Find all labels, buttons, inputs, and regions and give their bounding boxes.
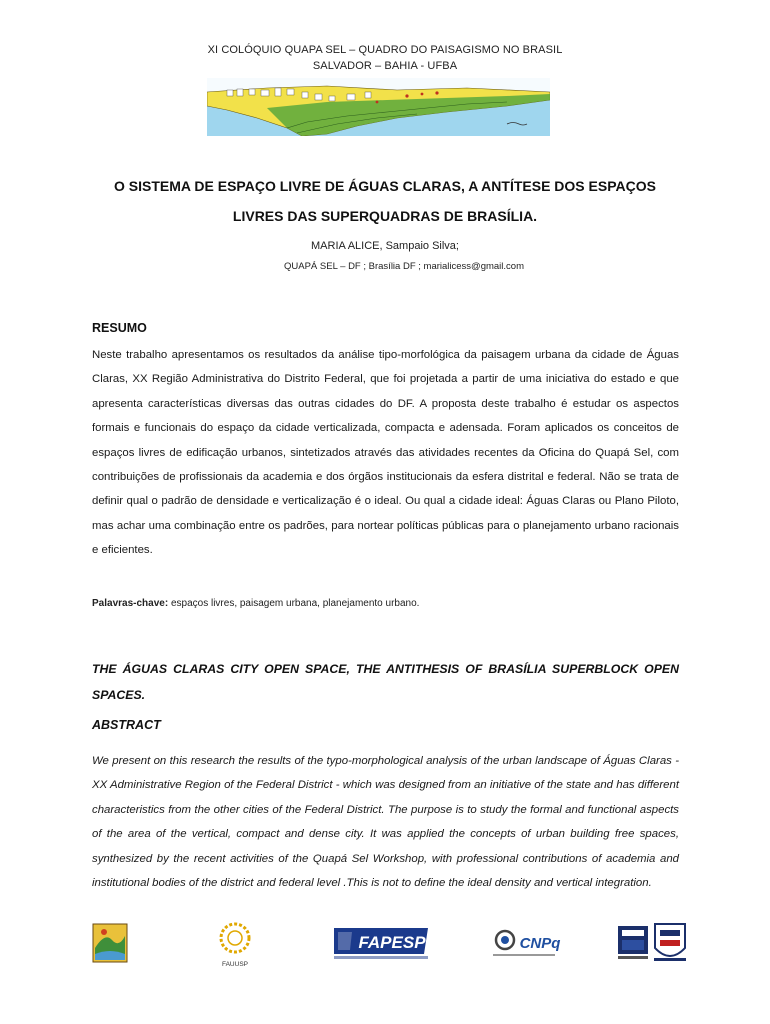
- fapesp-logo-label: FAPESP: [358, 933, 426, 952]
- ufba-shield-logo: [654, 924, 686, 961]
- fauusp-logo: [221, 924, 249, 952]
- paper-title-line2: LIVRES DAS SUPERQUADRAS DE BRASÍLIA.: [232, 208, 538, 224]
- paper-title-line1: O SISTEMA DE ESPAÇO LIVRE DE ÁGUAS CLARAS, A ANTÍTESE DOS ESPAÇOS: [114, 178, 656, 194]
- fauusp-logo-label: FAUUSP: [221, 961, 249, 968]
- quapa-emblem-logo: [93, 924, 127, 962]
- author-line: MARIA ALICE, Sampaio Silva;: [311, 240, 459, 252]
- keywords-line: [92, 598, 419, 609]
- resumo-heading: RESUMO: [92, 321, 147, 335]
- keywords-values: espaços livres, paisagem urbana, planejamento urbano.: [170, 598, 420, 609]
- abstract-heading: ABSTRACT: [92, 718, 161, 732]
- cnpq-logo: [493, 931, 560, 956]
- abstract-paragraph: We present on this research the results of the typo-morphological analysis of the urban landscape of Águas Claras - XX Administrative Region of the Federal District - which was designed from an initiative of the state and has different characteristics from the other cities of the Federal District. The purpose is to study the formal and functional aspects of the area of the vertical, compact and dense city. It was applied the concepts of urban building free spaces, synthesized by the recent activities of the Quapá Sel Workshop, with professional contributions of academia and institutional bodies of the district and federal level .This is not to define the ideal density and vertical integration.: [92, 755, 679, 890]
- salvador-map-banner: [207, 78, 550, 136]
- sponsor-logos-row: [0, 918, 770, 998]
- university-crest-logo: [618, 926, 648, 959]
- english-title: THE ÁGUAS CLARAS CITY OPEN SPACE, THE ANTITHESIS OF BRASÍLIA SUPERBLOCK OPEN SPACES.: [92, 662, 679, 702]
- conference-header-line1: XI COLÓQUIO QUAPA SEL – QUADRO DO PAISAGISMO NO BRASIL: [207, 44, 563, 56]
- cnpq-logo-label: CNPq: [519, 935, 561, 952]
- resumo-paragraph: Neste trabalho apresentamos os resultados da análise tipo-morfológica da paisagem urbana da cidade de Águas Claras, XX Região Administrativa do Distrito Federal, que foi projetada a partir de uma iniciativa do estado e que apresenta características diversas das outras cidades do DF. A proposta deste trabalho é estudar os aspectos formais e funcionais do espaço da cidade verticalizada, compacta e adensada. Foram aplicados os conceitos de espaços livres de edificação urbanos, sintetizados através das atividades recentes da Oficina do Quapá Sel, com contribuições de profissionais da academia e dos órgãos institucionais da esfera distrital e federal. Não se trata de definir qual o padrão de densidade e verticalização é o ideal. Ou qual a cidade ideal: Águas Claras ou Plano Piloto, mas achar uma combinação entre os padrões, para nortear políticas públicas para o planejamento urbano racionais e eficientes.: [92, 349, 679, 557]
- fapesp-logo: [334, 928, 428, 959]
- affiliation-line: QUAPÁ SEL – DF ; Brasília DF ; marialicess@gmail.com: [284, 261, 524, 272]
- conference-header-line2: SALVADOR – BAHIA - UFBA: [312, 60, 458, 72]
- keywords-label: Palavras-chave:: [92, 598, 169, 609]
